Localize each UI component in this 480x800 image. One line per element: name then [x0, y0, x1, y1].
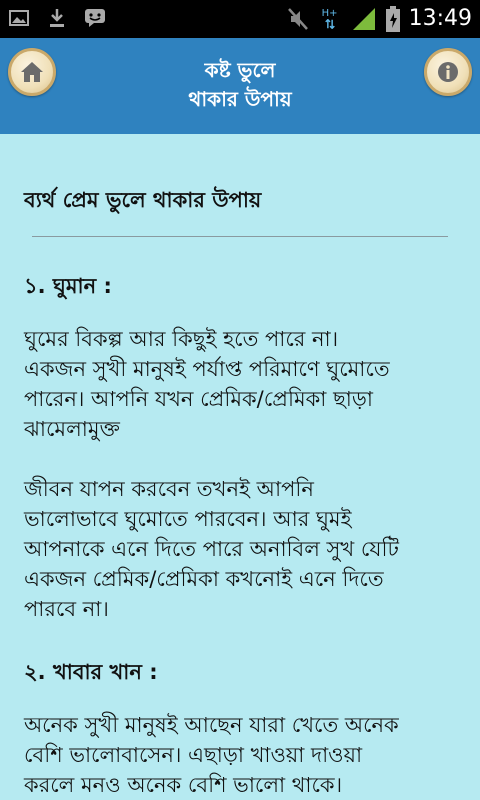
paragraph-line: পারবে না।: [24, 597, 109, 621]
status-bar: [0, 0, 480, 38]
home-icon: [19, 60, 45, 84]
article-content[interactable]: [0, 134, 480, 800]
divider: [32, 236, 448, 237]
info-icon: [436, 60, 460, 84]
paragraph-2: [24, 474, 464, 624]
paragraph-line: অনেক সুখী মানুষই আছেন যারা খেতে অনেক: [24, 713, 399, 737]
signal-icon: [351, 6, 377, 32]
paragraph-line: আপনাকে এনে দিতে পারে অনাবিল সুখ যেটি: [24, 537, 399, 561]
paragraph-line: ঝামেলামুক্ত: [24, 417, 120, 441]
notification-icons: [8, 8, 106, 28]
gallery-icon: [8, 8, 30, 28]
paragraph-line: জীবন যাপন করবেন তখনই আপনি: [24, 477, 314, 501]
paragraph-line: একজন সুখী মানুষই পর্যাপ্ত পরিমাণে ঘুমোতে: [24, 357, 390, 381]
messenger-icon: [84, 8, 106, 28]
article-title: ব্যর্থ প্রেম ভুলে থাকার উপায়: [24, 188, 262, 212]
section-heading-2: ২. খাবার খান :: [24, 660, 158, 684]
section-heading-1: ১. ঘুমান :: [24, 274, 112, 298]
app-header: [0, 38, 480, 134]
download-icon: [46, 8, 68, 28]
battery-icon: [385, 5, 401, 33]
title-line-1: কষ্ট ভুলে: [204, 58, 276, 82]
system-icons: [287, 4, 472, 34]
network-type-label: H+: [321, 8, 338, 19]
paragraph-line: একজন প্রেমিক/প্রেমিকা কখনোই এনে দিতে: [24, 567, 384, 591]
title-line-2: থাকার উপায়: [188, 87, 292, 111]
paragraph-line: ভালোভাবে ঘুমোতে পারবেন। আর ঘুমই: [24, 507, 352, 531]
paragraph-line: করলে মনও অনেক বেশি ভালো থাকে।: [24, 773, 343, 797]
page-title: [100, 56, 380, 114]
mute-icon: [287, 9, 309, 29]
paragraph-line: বেশি ভালোবাসেন। এছাড়া খাওয়া দাওয়া: [24, 743, 363, 767]
paragraph-line: ঘুমের বিকল্প আর কিছুই হতে পারে না।: [24, 327, 339, 351]
paragraph-1: [24, 324, 464, 444]
home-button[interactable]: [8, 48, 56, 96]
clock: 13:49: [408, 6, 472, 31]
network-hplus-icon: [317, 9, 343, 29]
paragraph-3: [24, 710, 464, 800]
info-button[interactable]: [424, 48, 472, 96]
paragraph-line: পারেন। আপনি যখন প্রেমিক/প্রেমিকা ছাড়া: [24, 387, 373, 411]
